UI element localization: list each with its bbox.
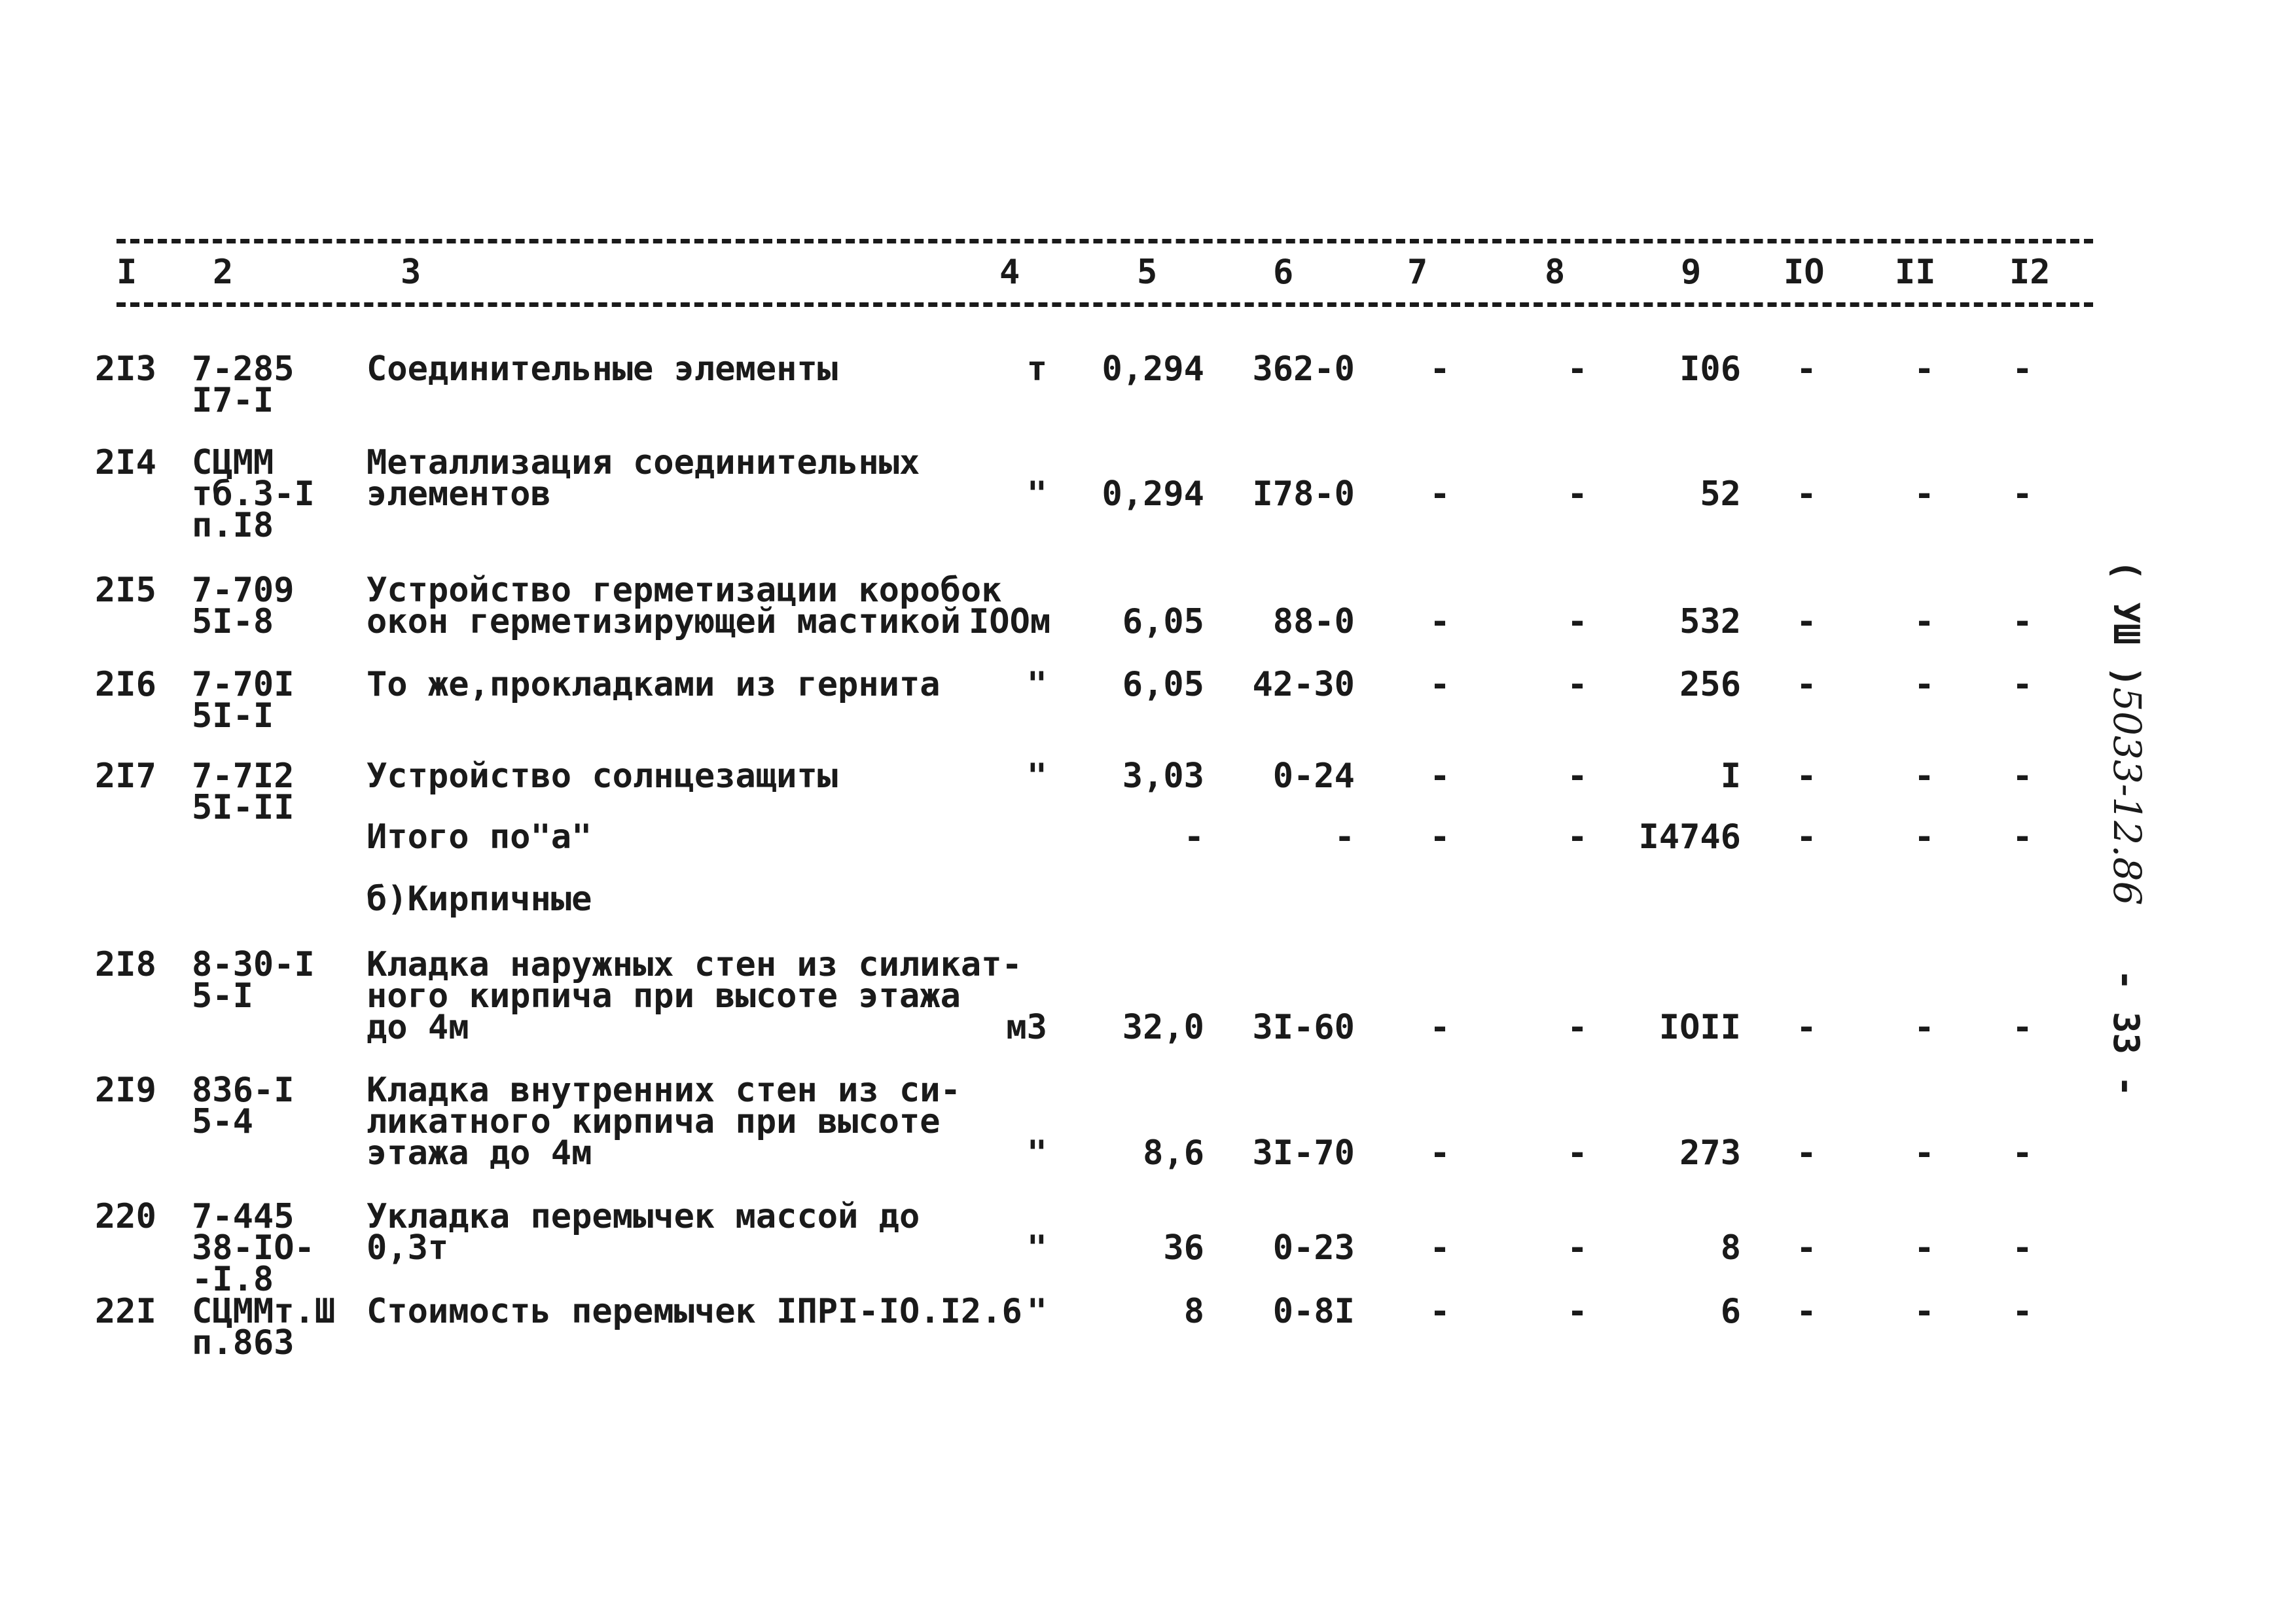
value-c8-text: - — [1567, 757, 1588, 796]
work-description-line: Кладка внутренних стен из си- — [367, 1071, 961, 1110]
work-description — [367, 1292, 1022, 1331]
value-c7-text: - — [1429, 1008, 1450, 1047]
row-number — [95, 1292, 156, 1331]
work-description-line: Укладка перемычек массой до — [367, 1197, 920, 1236]
value-c5-text: 36 — [1163, 1228, 1204, 1268]
value-c8-text: - — [1567, 474, 1588, 514]
value-c10-text: - — [1796, 1133, 1817, 1173]
value-c12 — [1996, 1008, 2049, 1047]
value-c6-text: 3I-70 — [1252, 1133, 1355, 1173]
column-header-11: II — [1895, 253, 1936, 292]
value-c8-text: - — [1567, 1008, 1588, 1047]
value-c11-text: - — [1914, 665, 1935, 704]
value-c5 — [1100, 665, 1204, 704]
price-code — [192, 1197, 315, 1299]
value-c9 — [1623, 1133, 1741, 1173]
value-c8-text: - — [1567, 349, 1588, 389]
value-c11-text: - — [1914, 1292, 1935, 1331]
value-c9-text: 532 — [1679, 602, 1741, 641]
unit-cell-text: т — [1026, 349, 1047, 389]
row-number — [95, 349, 156, 389]
row-number — [95, 443, 156, 482]
value-c7-text: - — [1429, 602, 1450, 641]
value-c9 — [1623, 817, 1741, 857]
price-code-line: 7-70I — [192, 665, 295, 704]
value-c6 — [1230, 757, 1355, 796]
value-c11 — [1898, 1292, 1950, 1331]
price-code-line: 836-I — [192, 1071, 295, 1110]
value-c6 — [1230, 817, 1355, 857]
value-c7-text: - — [1429, 757, 1450, 796]
price-code — [192, 945, 315, 1016]
row-number-text: 2I6 — [95, 665, 156, 704]
series-code: ( УШ ) — [2106, 560, 2147, 688]
value-c12-text: - — [2012, 349, 2033, 389]
price-code-line: п.I8 — [192, 506, 274, 545]
value-c9-text: 6 — [1720, 1292, 1741, 1331]
value-c10 — [1780, 665, 1833, 704]
value-c10-text: - — [1796, 602, 1817, 641]
work-description — [367, 665, 941, 704]
value-c11-text: - — [1914, 1133, 1935, 1173]
value-c5-text: 8,6 — [1143, 1133, 1204, 1173]
work-description — [367, 945, 1022, 1047]
value-c10-text: - — [1796, 1292, 1817, 1331]
value-c5-text: 0,294 — [1102, 349, 1204, 389]
work-description-line: Стоимость перемычек IПРI-IO.I2.6 — [367, 1292, 1022, 1331]
value-c7 — [1414, 1008, 1466, 1047]
value-c10-text: - — [1796, 1008, 1817, 1047]
value-c12-text: - — [2012, 1292, 2033, 1331]
value-c11 — [1898, 474, 1950, 514]
value-c7 — [1414, 474, 1466, 514]
row-number-text: 220 — [95, 1197, 156, 1236]
column-header-12: I2 — [2009, 253, 2051, 292]
row-number-text: 2I8 — [95, 945, 156, 984]
value-c5-text: 0,294 — [1102, 474, 1204, 514]
header-top-rule — [117, 239, 2093, 243]
value-c6-text: 42-30 — [1252, 665, 1355, 704]
price-code-line: 7-445 — [192, 1197, 295, 1236]
column-header-1: I — [117, 253, 137, 292]
price-code-line: -I.8 — [192, 1260, 274, 1299]
value-c5 — [1100, 1133, 1204, 1173]
value-c12 — [1996, 1133, 2049, 1173]
price-code-line: СЦММт.Ш — [192, 1292, 336, 1331]
value-c9-text: 8 — [1720, 1228, 1741, 1268]
value-c12-text: - — [2012, 1008, 2033, 1047]
price-code — [192, 571, 295, 641]
value-c11 — [1898, 1133, 1950, 1173]
value-c6 — [1230, 474, 1355, 514]
value-c8-text: - — [1567, 1292, 1588, 1331]
value-c11-text: - — [1914, 602, 1935, 641]
price-code-line: 7-7I2 — [192, 757, 295, 796]
price-code-line: 5I-8 — [192, 602, 274, 641]
row-number — [95, 757, 156, 796]
price-code-line: тб.3-I — [192, 474, 315, 514]
value-c6-text: 0-24 — [1272, 757, 1355, 796]
value-c7-text: - — [1429, 1228, 1450, 1268]
price-code-line: 7-285 — [192, 349, 295, 389]
price-code-line: 5-I — [192, 976, 253, 1016]
value-c5 — [1100, 1008, 1204, 1047]
unit-cell — [969, 1133, 1047, 1173]
value-c9-text: I06 — [1679, 349, 1741, 389]
unit-cell — [969, 602, 1051, 641]
price-code — [192, 1292, 336, 1363]
value-c6-text: - — [1334, 817, 1355, 857]
value-c5 — [1100, 349, 1204, 389]
value-c9 — [1623, 665, 1741, 704]
price-code — [192, 443, 315, 545]
price-code-line: СЦММ — [192, 443, 274, 482]
value-c12-text: - — [2012, 1133, 2033, 1173]
value-c12 — [1996, 1292, 2049, 1331]
value-c9 — [1623, 474, 1741, 514]
value-c6 — [1230, 1133, 1355, 1173]
value-c5 — [1100, 757, 1204, 796]
value-c6 — [1230, 602, 1355, 641]
value-c5 — [1100, 1228, 1204, 1268]
work-description-line: Соединительные элементы — [367, 349, 838, 389]
unit-cell-text: " — [1026, 1228, 1047, 1268]
value-c9-text: I — [1720, 757, 1741, 796]
value-c8-text: - — [1567, 665, 1588, 704]
work-description-line: 0,3т — [367, 1228, 449, 1268]
value-c7 — [1414, 602, 1466, 641]
unit-cell-text: " — [1026, 665, 1047, 704]
value-c10 — [1780, 349, 1833, 389]
value-c9-text: 256 — [1679, 665, 1741, 704]
work-description-line: ликатного кирпича при высоте — [367, 1102, 941, 1141]
value-c9-text: 52 — [1700, 474, 1741, 514]
value-c5-text: 6,05 — [1122, 665, 1204, 704]
value-c12-text: - — [2012, 757, 2033, 796]
row-number-text: 2I3 — [95, 349, 156, 389]
value-c11-text: - — [1914, 1228, 1935, 1268]
value-c8 — [1551, 817, 1604, 857]
unit-cell-text: IOOм — [969, 602, 1051, 641]
value-c11 — [1898, 1008, 1950, 1047]
value-c5 — [1100, 474, 1204, 514]
value-c10-text: - — [1796, 757, 1817, 796]
value-c12-text: - — [2012, 474, 2033, 514]
column-header-4: 4 — [999, 253, 1020, 292]
value-c11-text: - — [1914, 757, 1935, 796]
value-c11 — [1898, 665, 1950, 704]
value-c10 — [1780, 474, 1833, 514]
price-code-line: 8-30-I — [192, 945, 315, 984]
value-c5-text: 3,03 — [1122, 757, 1204, 796]
value-c6 — [1230, 1292, 1355, 1331]
price-code — [192, 665, 295, 736]
row-number — [95, 1071, 156, 1110]
price-code — [192, 757, 295, 827]
column-header-6: 6 — [1273, 253, 1294, 292]
row-number — [95, 1197, 156, 1236]
work-description-line: Итого по"а" — [367, 817, 592, 857]
value-c11-text: - — [1914, 474, 1935, 514]
column-header-10: IO — [1784, 253, 1825, 292]
work-description-line: ного кирпича при высоте этажа — [367, 976, 961, 1016]
value-c8-text: - — [1567, 817, 1588, 857]
column-header-7: 7 — [1407, 253, 1428, 292]
work-description — [367, 571, 1002, 641]
unit-cell — [969, 757, 1047, 796]
value-c10-text: - — [1796, 817, 1817, 857]
value-c8 — [1551, 474, 1604, 514]
value-c7-text: - — [1429, 665, 1450, 704]
value-c7-text: - — [1429, 349, 1450, 389]
value-c12-text: - — [2012, 665, 2033, 704]
value-c10 — [1780, 1008, 1833, 1047]
value-c11-text: - — [1914, 1008, 1935, 1047]
column-header-2: 2 — [213, 253, 234, 292]
page-number: - 33 - — [2106, 969, 2147, 1097]
value-c12 — [1996, 349, 2049, 389]
value-c7-text: - — [1429, 817, 1450, 857]
value-c7 — [1414, 665, 1466, 704]
work-description-line: б)Кирпичные — [367, 880, 592, 919]
value-c10-text: - — [1796, 665, 1817, 704]
value-c10-text: - — [1796, 349, 1817, 389]
work-description — [367, 817, 592, 857]
unit-cell-text: " — [1026, 1133, 1047, 1173]
value-c9 — [1623, 1228, 1741, 1268]
work-description — [367, 1197, 920, 1268]
value-c10 — [1780, 1292, 1833, 1331]
value-c5-text: - — [1183, 817, 1204, 857]
value-c12 — [1996, 1228, 2049, 1268]
value-c6-text: I78-0 — [1252, 474, 1355, 514]
value-c7 — [1414, 1292, 1466, 1331]
value-c12-text: - — [2012, 602, 2033, 641]
row-number-text: 2I4 — [95, 443, 156, 482]
value-c12-text: - — [2012, 817, 2033, 857]
work-description-line: Металлизация соединительных — [367, 443, 920, 482]
value-c9 — [1623, 1008, 1741, 1047]
value-c8 — [1551, 757, 1604, 796]
work-description-line: этажа до 4м — [367, 1133, 592, 1173]
value-c10 — [1780, 817, 1833, 857]
value-c7-text: - — [1429, 474, 1450, 514]
value-c8 — [1551, 349, 1604, 389]
row-number — [95, 945, 156, 984]
price-code-line: п.863 — [192, 1323, 295, 1363]
work-description-line: То же,прокладками из гернита — [367, 665, 941, 704]
value-c6-text: 3I-60 — [1252, 1008, 1355, 1047]
value-c10-text: - — [1796, 474, 1817, 514]
value-c9-text: IOII — [1659, 1008, 1741, 1047]
price-code-line: I7-I — [192, 381, 274, 420]
value-c11-text: - — [1914, 817, 1935, 857]
row-number — [95, 665, 156, 704]
value-c10 — [1780, 1133, 1833, 1173]
unit-cell-text: м3 — [1006, 1008, 1047, 1047]
value-c7-text: - — [1429, 1133, 1450, 1173]
value-c9 — [1623, 602, 1741, 641]
value-c6-text: 0-23 — [1272, 1228, 1355, 1268]
work-description-line: Кладка наружных стен из силикат- — [367, 945, 1022, 984]
price-code — [192, 1071, 295, 1141]
row-number-text: 2I9 — [95, 1071, 156, 1110]
value-c9 — [1623, 1292, 1741, 1331]
work-description-line: элементов — [367, 474, 551, 514]
value-c12 — [1996, 602, 2049, 641]
work-description-line: Устройство солнцезащиты — [367, 757, 838, 796]
value-c7 — [1414, 1228, 1466, 1268]
value-c9 — [1623, 349, 1741, 389]
value-c5 — [1100, 602, 1204, 641]
column-header-3: 3 — [401, 253, 422, 292]
column-header-9: 9 — [1681, 253, 1702, 292]
work-description — [367, 880, 592, 919]
value-c7-text: - — [1429, 1292, 1450, 1331]
work-description-line: Устройство герметизации коробок — [367, 571, 1002, 610]
row-number — [95, 571, 156, 610]
work-description — [367, 349, 838, 389]
unit-cell-text: " — [1026, 474, 1047, 514]
value-c12 — [1996, 665, 2049, 704]
row-number-text: 2I7 — [95, 757, 156, 796]
value-c8 — [1551, 1008, 1604, 1047]
unit-cell — [969, 665, 1047, 704]
value-c11 — [1898, 349, 1950, 389]
value-c5 — [1100, 817, 1204, 857]
value-c9-text: I4746 — [1638, 817, 1741, 857]
value-c9 — [1623, 757, 1741, 796]
value-c8 — [1551, 602, 1604, 641]
value-c9-text: 273 — [1679, 1133, 1741, 1173]
row-number-text: 22I — [95, 1292, 156, 1331]
unit-cell — [969, 1008, 1047, 1047]
value-c8-text: - — [1567, 1228, 1588, 1268]
value-c10 — [1780, 602, 1833, 641]
value-c6-text: 0-8I — [1272, 1292, 1355, 1331]
value-c11 — [1898, 817, 1950, 857]
value-c12 — [1996, 817, 2049, 857]
value-c6-text: 362-0 — [1252, 349, 1355, 389]
value-c10 — [1780, 757, 1833, 796]
column-header-8: 8 — [1545, 253, 1566, 292]
value-c7 — [1414, 817, 1466, 857]
value-c10-text: - — [1796, 1228, 1817, 1268]
row-number-text: 2I5 — [95, 571, 156, 610]
work-description — [367, 443, 920, 514]
value-c6 — [1230, 1228, 1355, 1268]
unit-cell — [969, 1228, 1047, 1268]
value-c7 — [1414, 349, 1466, 389]
unit-cell — [969, 1292, 1047, 1331]
price-code — [192, 349, 295, 420]
value-c6 — [1230, 665, 1355, 704]
value-c11 — [1898, 757, 1950, 796]
value-c11 — [1898, 602, 1950, 641]
value-c10 — [1780, 1228, 1833, 1268]
price-code-line: 38-IO- — [192, 1228, 315, 1268]
price-code-line: 7-709 — [192, 571, 295, 610]
column-header-5: 5 — [1137, 253, 1158, 292]
value-c5-text: 6,05 — [1122, 602, 1204, 641]
value-c7 — [1414, 1133, 1466, 1173]
unit-cell-text: " — [1026, 757, 1047, 796]
value-c7 — [1414, 757, 1466, 796]
header-bottom-rule — [117, 302, 2093, 307]
handwritten-number: 5033-12.86 — [2105, 687, 2149, 906]
value-c12 — [1996, 474, 2049, 514]
unit-cell-text: " — [1026, 1292, 1047, 1331]
unit-cell — [969, 474, 1047, 514]
value-c8 — [1551, 1228, 1604, 1268]
value-c11 — [1898, 1228, 1950, 1268]
value-c5-text: 32,0 — [1122, 1008, 1204, 1047]
margin-note — [2105, 432, 2199, 1097]
value-c8 — [1551, 1133, 1604, 1173]
unit-cell — [969, 349, 1047, 389]
value-c5 — [1100, 1292, 1204, 1331]
value-c8 — [1551, 665, 1604, 704]
value-c8-text: - — [1567, 1133, 1588, 1173]
value-c8 — [1551, 1292, 1604, 1331]
value-c11-text: - — [1914, 349, 1935, 389]
value-c6-text: 88-0 — [1272, 602, 1355, 641]
work-description-line: окон герметизирующей мастикой — [367, 602, 961, 641]
margin-note-rotated — [2067, 432, 2186, 1097]
value-c6 — [1230, 349, 1355, 389]
price-code-line: 5-4 — [192, 1102, 253, 1141]
value-c8-text: - — [1567, 602, 1588, 641]
value-c12 — [1996, 757, 2049, 796]
work-description — [367, 757, 838, 796]
value-c12-text: - — [2012, 1228, 2033, 1268]
price-code-line: 5I-I — [192, 696, 274, 736]
value-c6 — [1230, 1008, 1355, 1047]
value-c5-text: 8 — [1183, 1292, 1204, 1331]
work-description — [367, 1071, 961, 1173]
work-description-line: до 4м — [367, 1008, 469, 1047]
price-code-line: 5I-II — [192, 788, 295, 827]
